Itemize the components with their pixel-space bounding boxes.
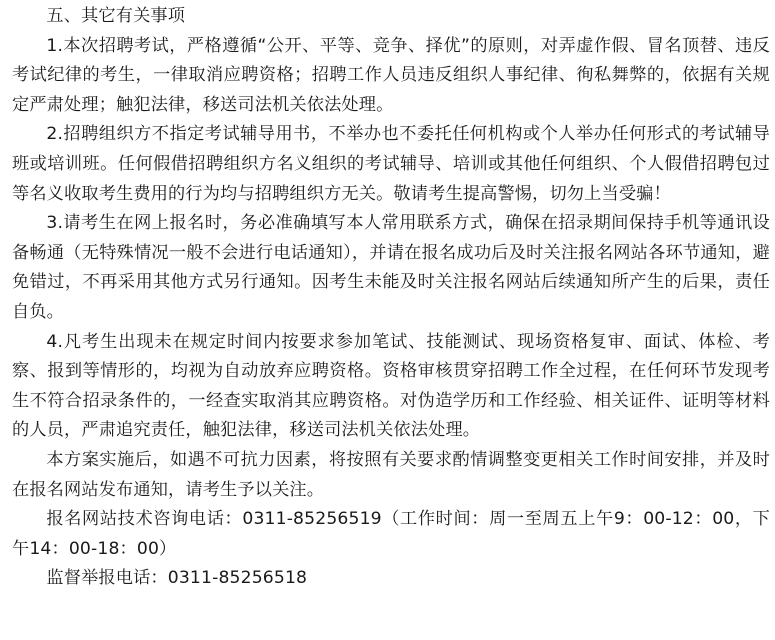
paragraph-6-tech-support-phone: 报名网站技术咨询电话：0311-85256519（工作时间：周一至周五上午9：00-12：00，下午14：00-18：00） xyxy=(12,509,770,559)
section-heading: 五、其它有关事项 xyxy=(46,6,186,26)
paragraph-1-exam-discipline: 1.本次招聘考试，严格遵循“公开、平等、竞争、择优”的原则，对弄虚作假、冒名顶替、违反考试纪律的考生，一律取消应聘资格；招聘工作人员违反组织人事纪律、徇私舞弊的，依据有关规定严肃处理；触犯法律，移送司法机关依法处理。 xyxy=(12,35,770,115)
paragraph-4-abandon-qualification: 4.凡考生出现未在规定时间内按要求参加笔试、技能测试、现场资格复审、面试、体检、考察、报到等情形的，均视为自动放弃应聘资格。资格审核贯穿招聘工作全过程，在任何环节发现考生不符合招录条件的，一经查实取消其应聘资格。对伪造学历和工作经验、相关证件、证明等材料的人员，严肃追究责任，触犯法律，移送司法机关依法处理。 xyxy=(12,331,770,441)
paragraph-3-contact-info: 3.请考生在网上报名时，务必准确填写本人常用联系方式，确保在招录期间保持手机等通讯设备畅通（无特殊情况一般不会进行电话通知），并请在报名成功后及时关注报名网站各环节通知，避免错过，不再采用其他方式另行通知。因考生未能及时关注报名网站后续通知所产生的后果，责任自负。 xyxy=(12,213,770,322)
document-body xyxy=(12,2,770,594)
paragraph-5-force-majeure: 本方案实施后，如遇不可抗力因素，将按照有关要求酌情调整变更相关工作时间安排，并及时在报名网站发布通知，请考生予以关注。 xyxy=(12,449,770,500)
paragraph-7-supervision-phone: 监督举报电话：0311-85256518 xyxy=(46,568,308,589)
paragraph-2-no-tutoring: 2.招聘组织方不指定考试辅导用书，不举办也不委托任何机构或个人举办任何形式的考试辅导班或培训班。任何假借招聘组织方名义组织的考试辅导、培训或其他任何组织、个人假借招聘包过等名义收取考生费用的行为均与招聘组织方无关。敬请考生提高警惕，切勿上当受骗！ xyxy=(12,124,770,204)
